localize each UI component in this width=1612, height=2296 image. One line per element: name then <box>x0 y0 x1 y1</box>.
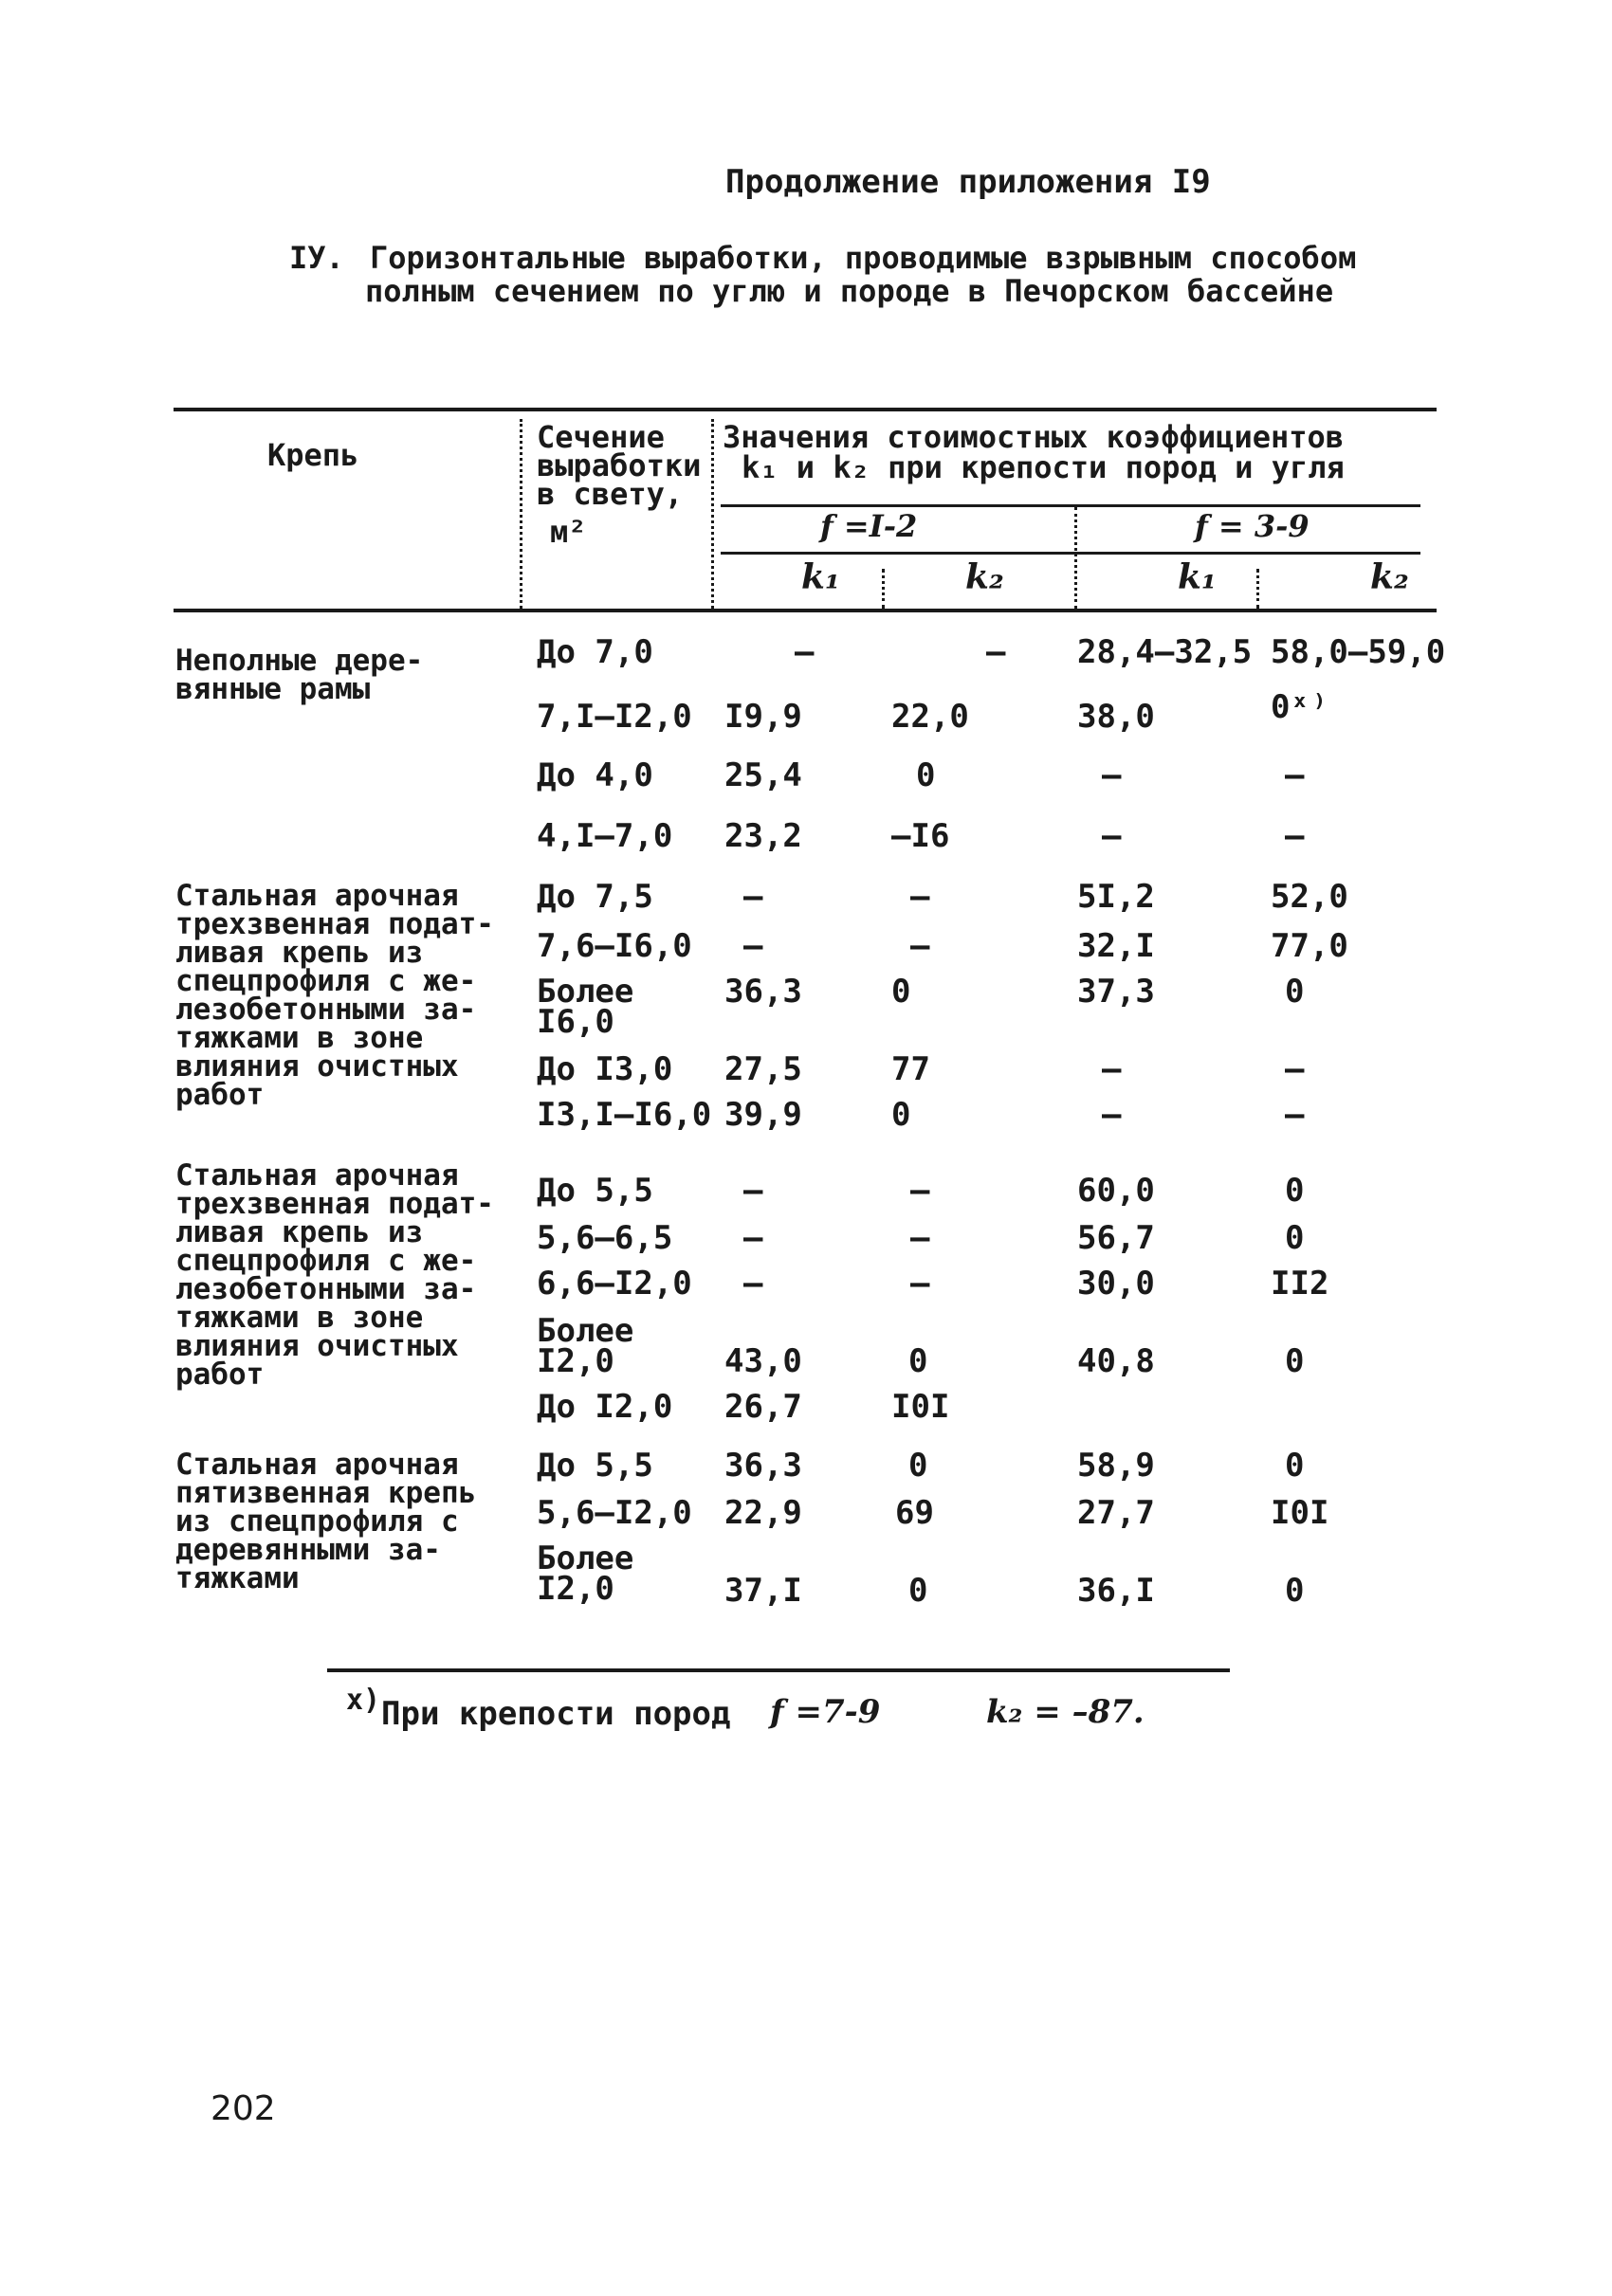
header-bottom-rule <box>174 609 1437 612</box>
k1-header-group1: k₁ <box>801 557 840 597</box>
k1-f1-cell: – <box>743 927 763 965</box>
col-header-krep: Крепь <box>267 437 359 473</box>
col-divider-1 <box>520 419 522 609</box>
col-header-values-2: k₁ и k₂ при крепости пород и угля <box>742 449 1345 485</box>
k2-f2-cell: 0 <box>1285 1572 1305 1610</box>
section-title-line1: Горизонтальные выработки, проводимые взрывным способом <box>370 240 1357 276</box>
footnote-rule <box>327 1668 1230 1672</box>
k1-f2-cell: 28,4–32,5 <box>1077 633 1253 671</box>
section-cell: До 7,0 <box>537 633 653 671</box>
k2-f2-cell: – <box>1285 1050 1305 1088</box>
table-top-rule <box>174 408 1437 411</box>
k2-f1-cell: – <box>910 878 930 916</box>
k1-f1-cell: 36,3 <box>724 1447 802 1485</box>
k2-f1-cell: 77 <box>891 1050 930 1088</box>
col-header-section-3: в свету, <box>537 476 684 512</box>
k2-f2-cell: 0ˣ⁾ <box>1271 688 1329 726</box>
k1-f1-cell: 39,9 <box>724 1096 802 1134</box>
k2-f1-cell: – <box>910 1265 930 1303</box>
k1-f1-cell: 36,3 <box>724 973 802 1011</box>
section-cell: 5,6–I2,0 <box>537 1494 692 1532</box>
col-divider-4 <box>882 569 885 609</box>
krep-group-4: Стальная арочная пятизвенная крепь из спецпрофиля с деревянными за- тяжками <box>175 1448 477 1595</box>
k1-f1-cell: 22,9 <box>724 1494 802 1532</box>
f-group-2: f = 3-9 <box>1195 508 1310 544</box>
section-cell: До I2,0 <box>537 1388 673 1426</box>
footnote-f-value: f =7-9 <box>770 1693 881 1731</box>
section-cell: I3,I–I6,0 <box>537 1096 712 1134</box>
section-cell: До 5,5 <box>537 1172 653 1210</box>
k-split-rule <box>721 552 1420 555</box>
k1-f2-cell: 27,7 <box>1077 1494 1155 1532</box>
k2-f2-cell: 77,0 <box>1271 927 1348 965</box>
section-cell: 6,6–I2,0 <box>537 1265 692 1303</box>
k1-f2-cell: 5I,2 <box>1077 878 1155 916</box>
section-title-line2: полным сечением по углю и породе в Печорском бассейне <box>365 273 1334 309</box>
k1-f2-cell: 36,I <box>1077 1572 1155 1610</box>
k1-f1-cell: 26,7 <box>724 1388 802 1426</box>
k1-f2-cell: 30,0 <box>1077 1265 1155 1303</box>
footnote-text: При крепости пород <box>381 1695 731 1733</box>
k2-f1-cell: –I6 <box>891 817 950 855</box>
footnote-k2-value: k₂ = –87. <box>986 1693 1145 1731</box>
k2-header-group1: k₂ <box>965 557 1004 597</box>
section-number: IУ. <box>289 240 344 276</box>
k2-f2-cell: 58,0–59,0 <box>1271 633 1446 671</box>
k2-f1-cell: I0I <box>891 1388 950 1426</box>
k2-f2-cell: I0I <box>1271 1494 1329 1532</box>
k2-f2-cell: 0 <box>1285 1447 1305 1485</box>
k2-f2-cell: 0 <box>1285 1219 1305 1257</box>
k1-f1-cell: – <box>743 878 763 916</box>
k1-f2-cell: 32,I <box>1077 927 1155 965</box>
krep-group-1: Неполные дере- вянные рамы <box>175 644 424 706</box>
k1-f1-cell: – <box>743 1265 763 1303</box>
k2-f1-cell: 0 <box>908 1342 928 1380</box>
krep-group-3: Стальная арочная трехзвенная подат- ливая крепь из спецпрофиля с же- лезобетонными за- тяжками в зоне влияния очистных работ <box>175 1158 494 1392</box>
col-divider-2 <box>711 419 714 609</box>
k1-f2-cell: 60,0 <box>1077 1172 1155 1210</box>
col-header-section-2: выработки <box>537 447 702 483</box>
k1-f1-cell: – <box>743 1172 763 1210</box>
k2-f1-cell: – <box>986 633 1006 671</box>
section-cell: До I3,0 <box>537 1050 673 1088</box>
k1-f1-cell: I9,9 <box>724 698 802 736</box>
k2-f1-cell: – <box>910 1172 930 1210</box>
k1-f2-cell: – <box>1102 1050 1122 1088</box>
k1-f2-cell: – <box>1102 756 1122 794</box>
section-cell: 7,6–I6,0 <box>537 927 692 965</box>
k1-f2-cell: 58,9 <box>1077 1447 1155 1485</box>
col-header-section-4: м² <box>550 514 587 550</box>
col-divider-3 <box>1074 507 1077 609</box>
col-header-values-1: Значения стоимостных коэффициентов <box>723 419 1345 455</box>
k2-f1-cell: 69 <box>895 1494 934 1532</box>
k1-f1-cell: 25,4 <box>724 756 802 794</box>
krep-group-2: Стальная арочная трехзвенная подат- ливая крепь из спецпрофиля с же- лезобетонными за- тяжками в зоне влияния очистных работ <box>175 879 494 1112</box>
k2-f1-cell: 0 <box>891 1096 911 1134</box>
k2-f1-cell: 0 <box>891 973 911 1011</box>
continuation-heading: Продолжение приложения I9 <box>725 163 1211 201</box>
k1-f1-cell: – <box>795 633 815 671</box>
page-number: 202 <box>211 2089 276 2128</box>
k2-f1-cell: 22,0 <box>891 698 969 736</box>
section-cell: Более I2,0 <box>537 1540 634 1608</box>
section-cell: Более I6,0 <box>537 973 634 1041</box>
k2-f1-cell: – <box>910 1219 930 1257</box>
k1-f2-cell: 37,3 <box>1077 973 1155 1011</box>
footnote-marker: x) <box>346 1684 381 1717</box>
k2-f1-cell: – <box>910 927 930 965</box>
k2-f2-cell: 0 <box>1285 1172 1305 1210</box>
k2-f2-cell: – <box>1285 1096 1305 1134</box>
k1-f2-cell: 56,7 <box>1077 1219 1155 1257</box>
k1-f1-cell: 27,5 <box>724 1050 802 1088</box>
group-split-rule <box>721 504 1420 507</box>
k1-f2-cell: 40,8 <box>1077 1342 1155 1380</box>
k1-f1-cell: 23,2 <box>724 817 802 855</box>
section-cell: До 4,0 <box>537 756 653 794</box>
k1-f1-cell: – <box>743 1219 763 1257</box>
k2-header-group2: k₂ <box>1370 557 1409 597</box>
k2-f2-cell: 0 <box>1285 1342 1305 1380</box>
k1-f1-cell: 43,0 <box>724 1342 802 1380</box>
k2-f2-cell: 0 <box>1285 973 1305 1011</box>
col-divider-5 <box>1256 569 1259 609</box>
k1-f2-cell: – <box>1102 1096 1122 1134</box>
k1-header-group2: k₁ <box>1178 557 1217 597</box>
section-cell: 5,6–6,5 <box>537 1219 673 1257</box>
col-header-section-1: Сечение <box>537 419 665 455</box>
k2-f2-cell: 52,0 <box>1271 878 1348 916</box>
section-cell: 4,I–7,0 <box>537 817 673 855</box>
k2-f2-cell: II2 <box>1271 1265 1329 1303</box>
k1-f2-cell: 38,0 <box>1077 698 1155 736</box>
k2-f1-cell: 0 <box>916 756 936 794</box>
k2-f1-cell: 0 <box>908 1572 928 1610</box>
section-cell: Более I2,0 <box>537 1312 634 1380</box>
k2-f2-cell: – <box>1285 756 1305 794</box>
k1-f1-cell: 37,I <box>724 1572 802 1610</box>
section-cell: До 5,5 <box>537 1447 653 1485</box>
section-cell: До 7,5 <box>537 878 653 916</box>
f-group-1: f =I-2 <box>820 508 918 544</box>
k2-f1-cell: 0 <box>908 1447 928 1485</box>
k1-f2-cell: – <box>1102 817 1122 855</box>
section-cell: 7,I–I2,0 <box>537 698 692 736</box>
k2-f2-cell: – <box>1285 817 1305 855</box>
